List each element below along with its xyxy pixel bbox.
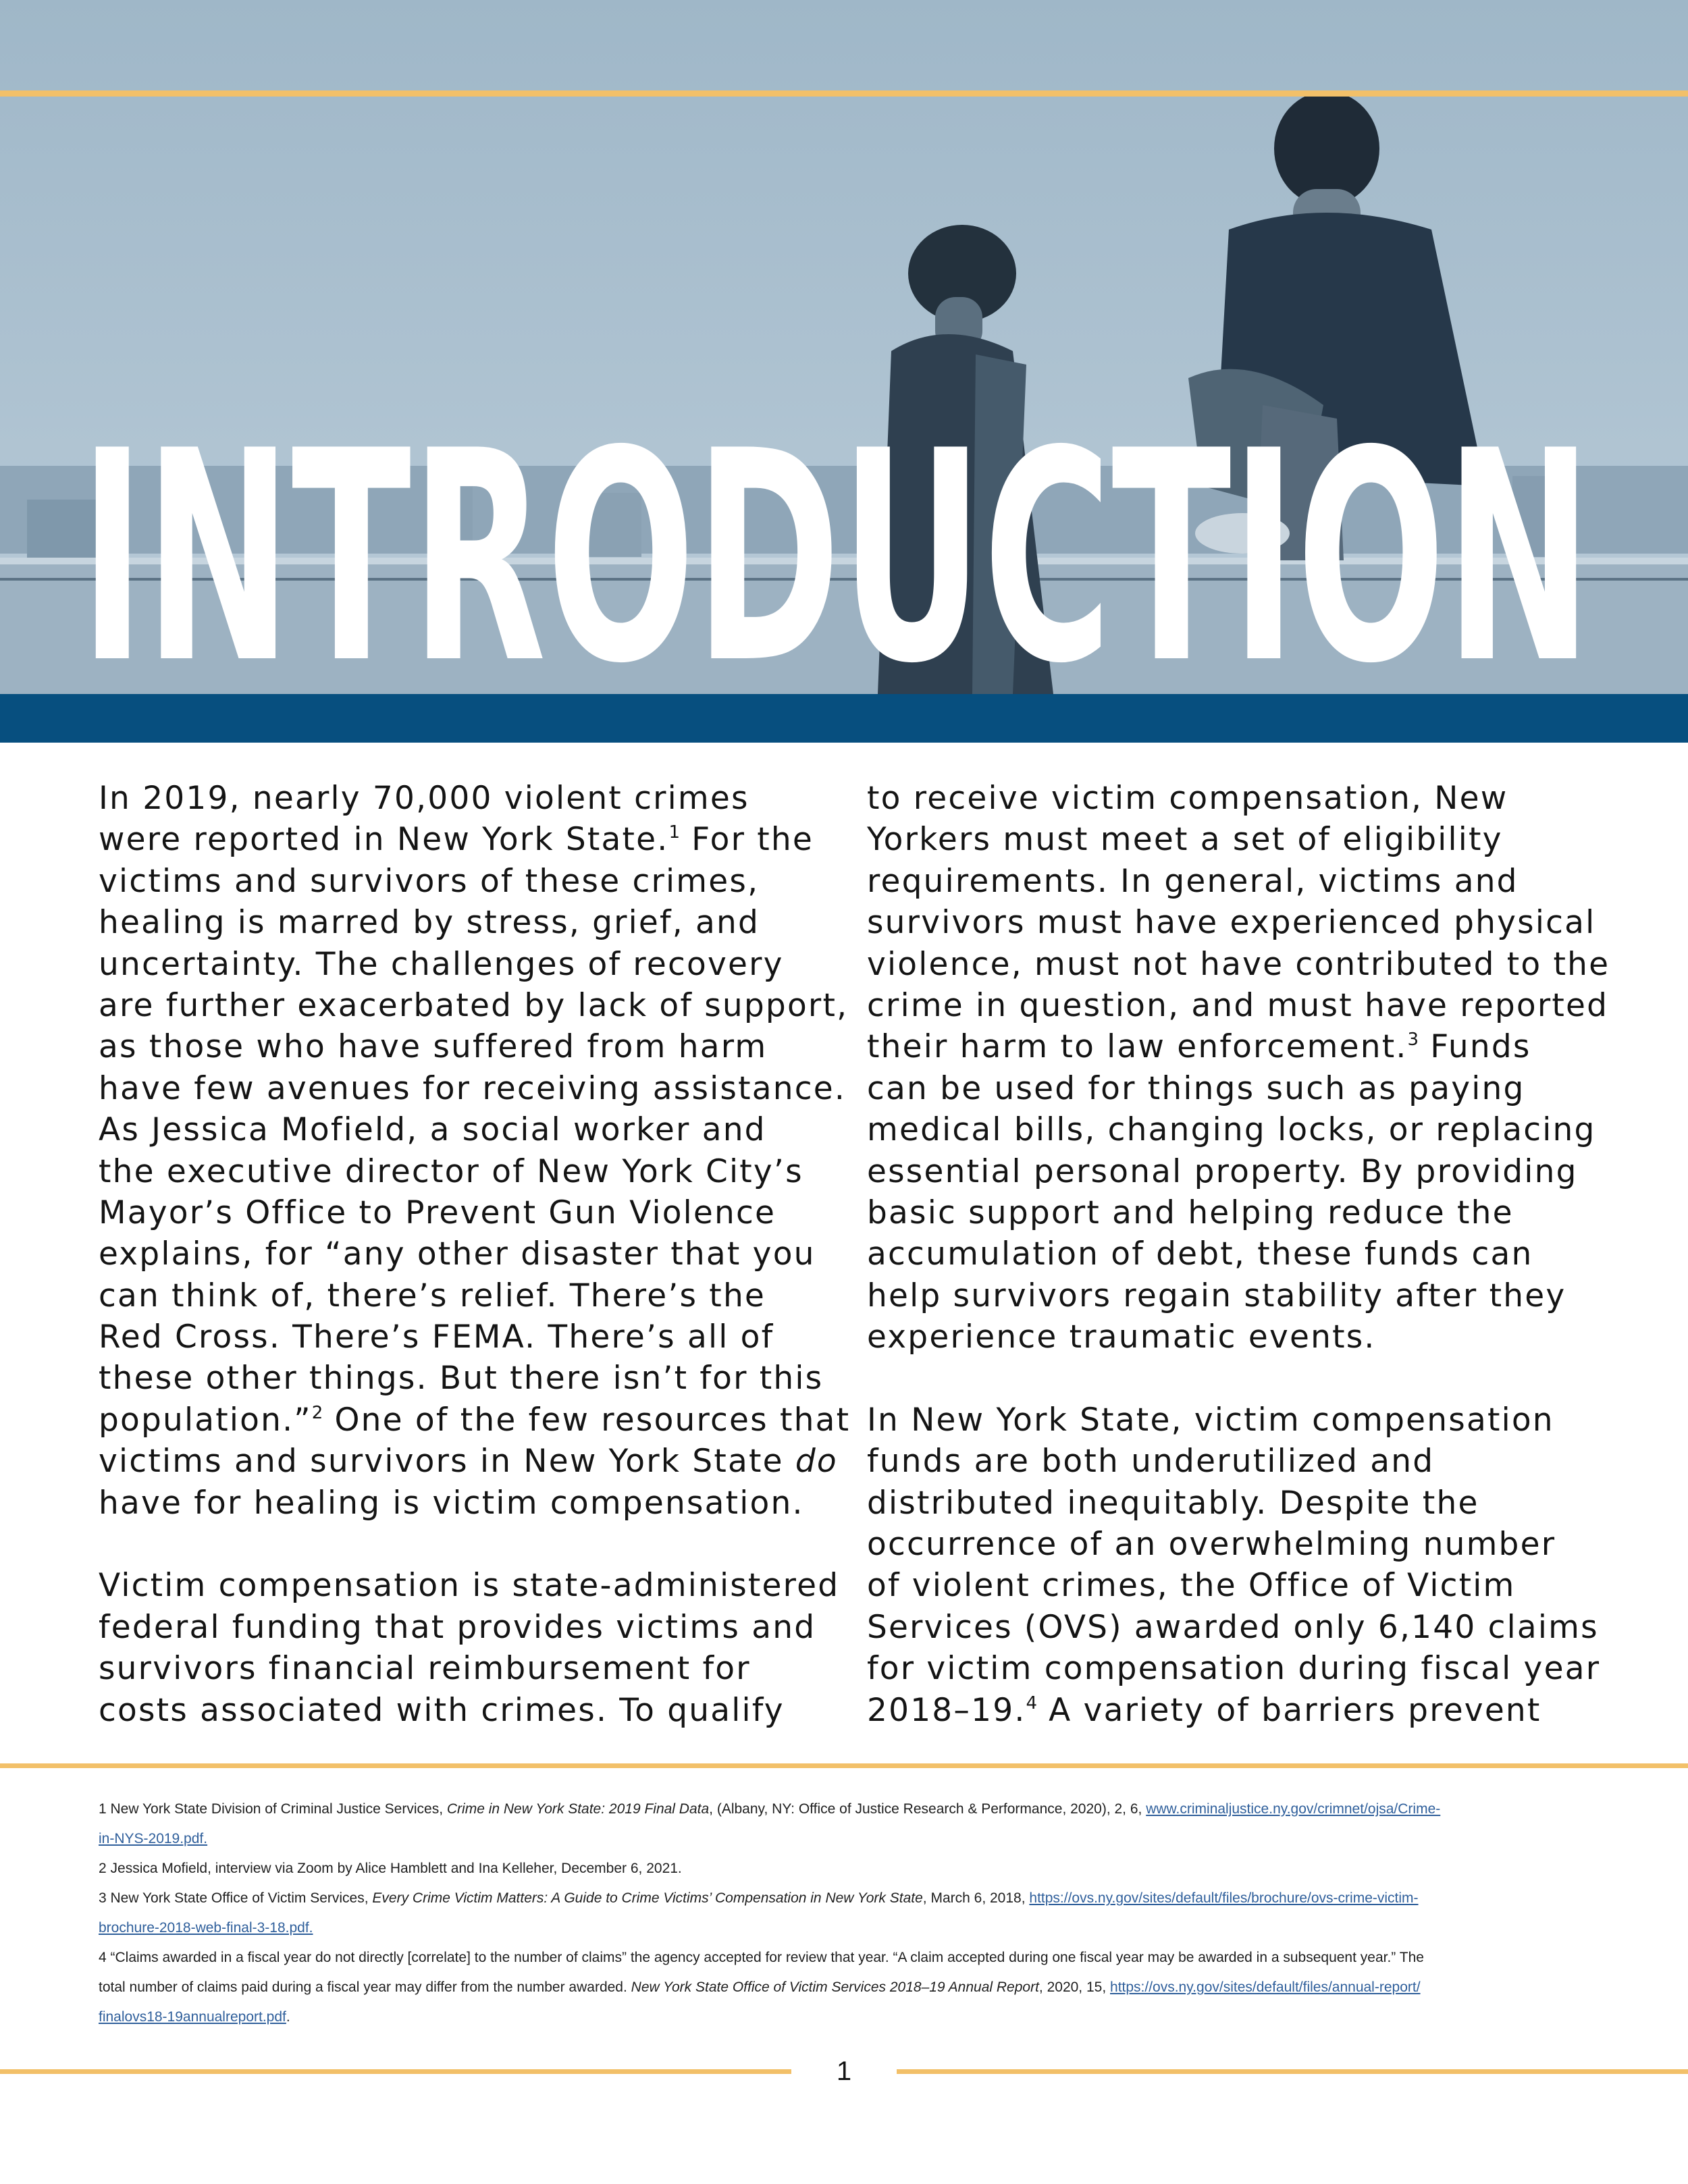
body-text: As Jessica Mofield, a social worker and [99,1111,766,1149]
body-text-line [99,1400,851,1441]
body-text: healing is marred by stress, grief, and [99,904,760,942]
body-text: Mayor’s Office to Prevent Gun Violence [99,1194,776,1231]
footnote-citation-title: Crime in New York State: 2019 Final Data [446,1801,710,1817]
body-text-line [99,1068,847,1109]
footnote-text: total number of claims paid during a fiscal year may differ from the number awarded. [99,1979,631,1995]
body-text-line [99,778,835,819]
body-text: to receive victim compensation, New [867,780,1508,817]
body-text: For the [679,821,814,859]
footnote-ref[interactable]: 4 [1026,1693,1038,1713]
footnote-line [99,1973,1598,2002]
body-text: Victim compensation is state-administered [99,1567,840,1605]
footnote-ref[interactable]: 3 [1407,1030,1419,1050]
body-text: can think of, there’s relief. There’s the [99,1277,766,1314]
footnote-link[interactable]: in-NYS-2019.pdf. [99,1831,208,1846]
body-text: for victim compensation during fiscal year [867,1650,1601,1688]
body-text-line [867,1068,1603,1109]
body-text-line [867,902,1603,943]
body-text: population.” [99,1401,312,1439]
body-text: have for healing is victim compensation. [99,1484,804,1522]
footnote-ref[interactable]: 2 [311,1402,323,1423]
body-text-line [99,944,835,985]
body-text: were reported in New York State. [99,821,669,859]
footnotes [99,1794,1598,2032]
body-text-line [867,1524,1603,1565]
body-text-line [99,1483,835,1524]
footnote-fn2 [99,1854,1598,1884]
body-text-line [867,1441,1603,1482]
body-text: 2018–19. [867,1691,1026,1729]
body-text: crime in question, and must have reported [867,986,1609,1024]
footnote-link[interactable]: www.criminaljustice.ny.gov/crimnet/ojsa/Crime- [1146,1801,1441,1817]
body-text: their harm to law enforcement. [867,1028,1408,1066]
body-text-line [867,1483,1603,1524]
footnote-fn4 [99,1943,1598,2032]
footnote-text: 3 New York State Office of Victim Services, [99,1890,373,1906]
body-text: the executive director of New York City’s [99,1152,803,1190]
body-text: occurrence of an overwhelming number [867,1526,1556,1564]
body-text-line [99,1607,835,1648]
body-text-line [867,1690,1603,1731]
body-text-line [99,861,835,902]
body-text-line [867,1275,1603,1316]
hero-banner [0,0,1688,694]
body-text: Yorkers must meet a set of eligibility [867,821,1503,859]
hero-band [0,694,1688,743]
body-text: One of the few resources that [323,1401,851,1439]
body-text: victims and survivors of these crimes, [99,862,760,900]
body-column-left [99,778,851,1731]
footnote-citation-title: Every Crime Victim Matters: A Guide to Crime Victims’ Compensation in New York State [372,1890,923,1906]
body-text-line [99,902,835,943]
page-title [80,432,1633,675]
footnote-link[interactable]: https://ovs.ny.gov/sites/default/files/brochure/ovs-crime-victim- [1029,1890,1419,1906]
body-text-line [99,1358,835,1399]
body-text: as those who have suffered from harm [99,1028,768,1066]
footnote-fn3 [99,1884,1598,1943]
body-text-line [99,1565,840,1606]
body-text: A variety of barriers prevent [1037,1691,1541,1729]
footnote-text: , (Albany, NY: Office of Justice Research & Performance, 2020), 2, 6, [709,1801,1146,1817]
body-text: distributed inequitably. Despite the [867,1484,1479,1522]
body-text-line [867,1151,1603,1192]
footnote-text: , March 6, 2018, [922,1890,1030,1906]
footnote-link[interactable]: brochure-2018-web-final-3-18.pdf. [99,1920,313,1936]
body-text-line [99,1648,835,1689]
footnote-ref[interactable]: 1 [668,822,680,843]
body-text-line [99,985,849,1026]
body-text-line [99,1275,835,1316]
body-column-right [867,778,1610,1731]
footnote-citation-title: New York State Office of Victim Services 2018–19 Annual Report [631,1979,1039,1995]
footnote-text: 4 “Claims awarded in a fiscal year do not directly [correlate] to the number of claims” the agency accepted for review that year. “A claim accepted during one fiscal year may be awarded in a subsequent year.” The [99,1950,1424,1965]
page-number: 1 [836,2056,852,2086]
footnote-line [99,1794,1598,1824]
body-text-line [867,861,1603,902]
body-text: funds are both underutilized and [867,1443,1435,1481]
body-text-line [99,1690,835,1731]
body-text: can be used for things such as paying [867,1069,1525,1107]
hero-accent-rule [0,90,1688,97]
body-text: have few avenues for receiving assistance. [99,1069,847,1107]
footer-rule-left [0,2069,791,2074]
body-text: In New York State, victim compensation [867,1401,1554,1439]
body-text-line [867,1233,1603,1275]
body-text-line [867,1026,1603,1067]
body-text-line [867,1109,1603,1150]
footnote-link[interactable]: https://ovs.ny.gov/sites/default/files/annual-report/ [1110,1979,1421,1995]
body-text: uncertainty. The challenges of recovery [99,945,784,983]
footnote-line [99,1913,1598,1943]
footnote-line [99,1824,1598,1854]
body-text: In 2019, nearly 70,000 violent crimes [99,780,749,817]
footnote-text: 2 Jessica Mofield, interview via Zoom by Alice Hamblett and Ina Kelleher, December 6, 2021. [99,1861,682,1876]
body-text-line [99,1026,835,1067]
body-text: survivors must have experienced physical [867,904,1596,942]
body-text: federal funding that provides victims and [99,1608,816,1646]
footnote-line [99,1943,1598,1973]
body-text-line [867,1607,1603,1648]
body-text: requirements. In general, victims and [867,862,1519,900]
body-text-line [99,1192,835,1233]
body-text-line [99,1109,835,1150]
footnote-link[interactable]: finalovs18-19annualreport.pdf [99,2009,286,2025]
body-text: Funds [1419,1028,1531,1066]
body-text-line [99,1233,835,1275]
body-text-line [99,819,835,860]
body-text-line [867,1400,1603,1441]
body-text: explains, for “any other disaster that you [99,1235,816,1273]
body-text-line [99,1441,838,1482]
paragraph-break [99,1524,835,1565]
body-text-line [867,1316,1603,1358]
body-text: essential personal property. By providing [867,1152,1578,1190]
body-text-line [867,985,1609,1026]
body-text-line [867,778,1603,819]
body-text: Services (OVS) awarded only 6,140 claims [867,1608,1599,1646]
footnote-fn1 [99,1794,1598,1854]
page-title-text: INTRODUCTION [80,432,1592,675]
body-text: accumulation of debt, these funds can [867,1235,1533,1273]
body-text: these other things. But there isn’t for this [99,1360,824,1397]
body-text-line [867,1565,1603,1606]
footnote-text: . [286,2009,290,2025]
body-text-line [867,819,1603,860]
footnote-line [99,2002,1598,2032]
body-text-line [867,1648,1603,1689]
body-text: basic support and helping reduce the [867,1194,1514,1231]
body-text: help survivors regain stability after they [867,1277,1566,1314]
body-text: victims and survivors in New York State [99,1443,795,1481]
body-text: violence, must not have contributed to the [867,945,1610,983]
body-text: costs associated with crimes. To qualify [99,1691,785,1729]
footer-rule-right [897,2069,1688,2074]
body-text-line [99,1316,835,1358]
footnote-text: , 2020, 15, [1038,1979,1111,1995]
footnote-line [99,1884,1598,1913]
body-text-line [867,1192,1603,1233]
body-text: Red Cross. There’s FEMA. There’s all of [99,1319,774,1356]
body-text: are further exacerbated by lack of support, [99,986,849,1024]
body-text: survivors financial reimbursement for [99,1650,751,1688]
footnote-line [99,1854,1598,1884]
body-text: experience traumatic events. [867,1319,1376,1356]
body-text-line [99,1151,835,1192]
body-text: medical bills, changing locks, or replacing [867,1111,1596,1149]
emphasis-text: do [795,1443,838,1481]
paragraph-break [867,1358,1603,1399]
body-text-line [867,944,1610,985]
footnote-text: 1 New York State Division of Criminal Justice Services, [99,1801,447,1817]
body-text: of violent crimes, the Office of Victim [867,1567,1516,1605]
footnote-divider [0,1763,1688,1768]
